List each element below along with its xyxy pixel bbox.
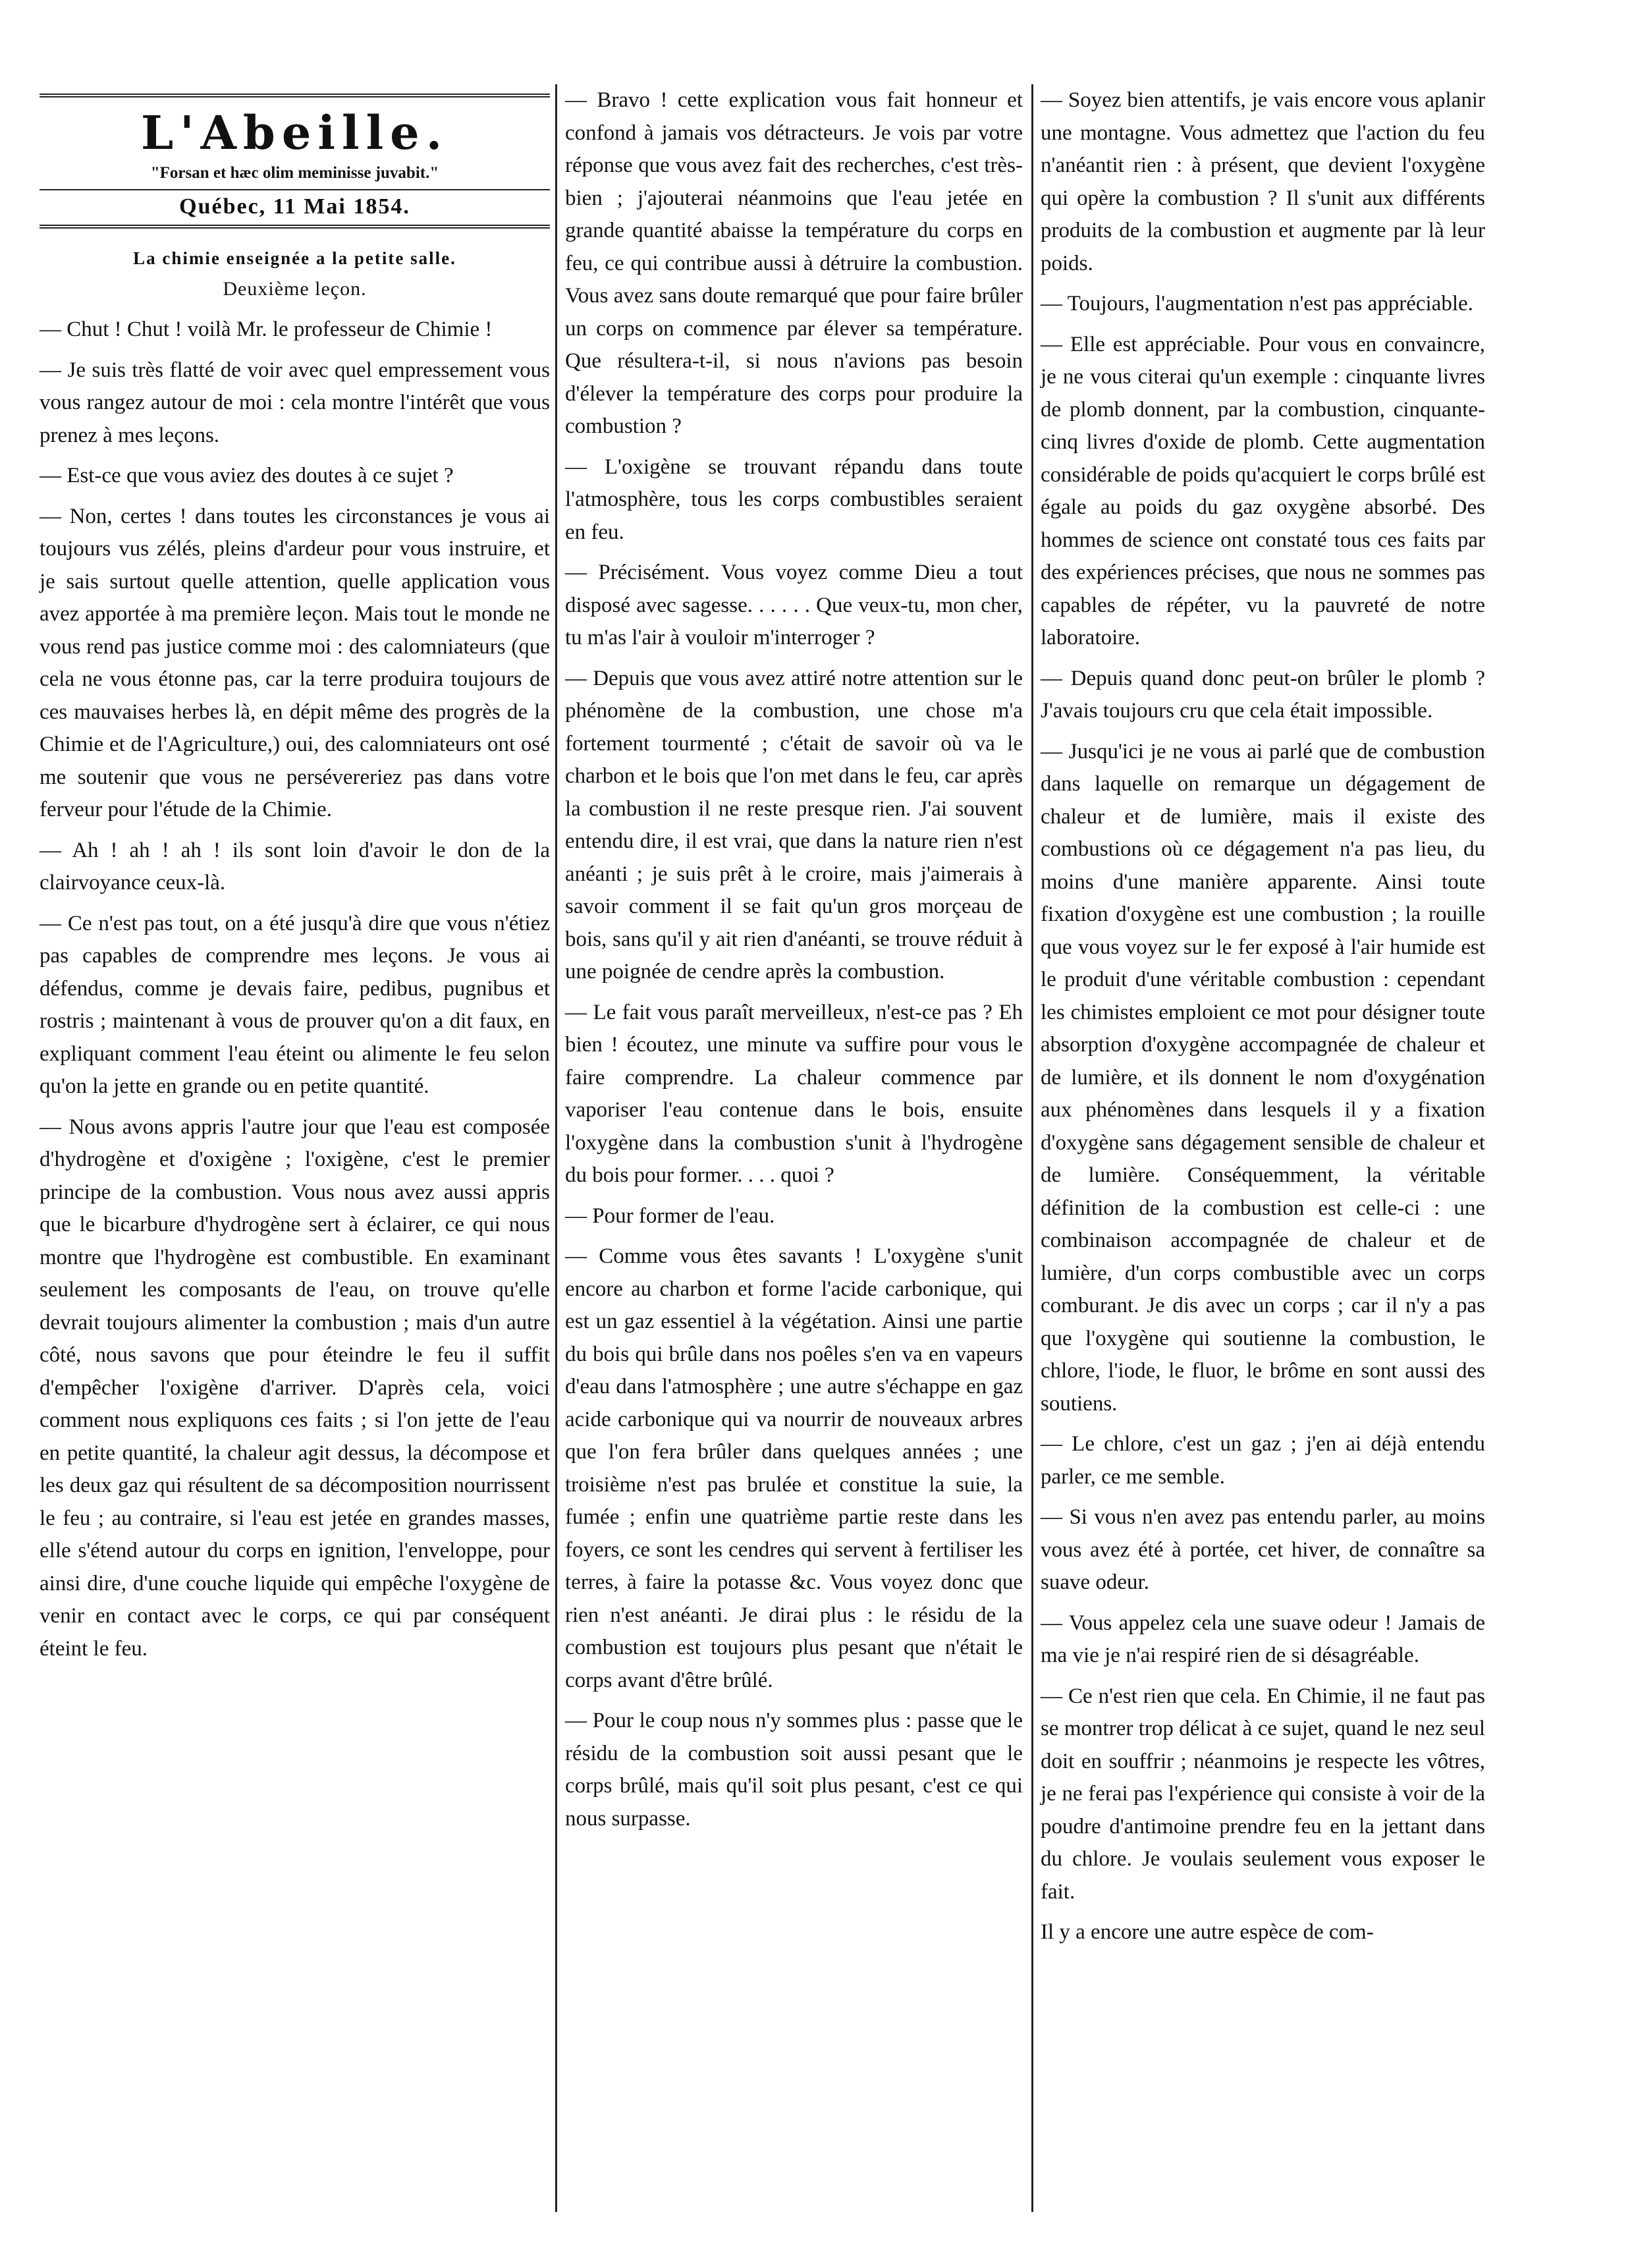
paragraph: — Chut ! Chut ! voilà Mr. le professeur de Chimie ! — [40, 318, 493, 341]
column-rule — [555, 84, 557, 2212]
paragraph: Il y a encore une autre espèce de com- — [1041, 1920, 1374, 1944]
paragraph: — Nous avons appris l'autre jour que l'eau est composée d'hydrogène et d'oxigène ; l'oxigène, c'est le premier principe de la combustion. Vous nous avez aussi appris que le bicarbure d'hydrogène sert à éclairer, ce qui nous montre que l'hydrogène est combustible. En examinant seulement les composants de l'eau, on trouve qu'elle devrait toujours alimenter la combustion ; mais d'un autre côté, nous savons que pour éteindre le feu il suffit d'empêcher l'oxigène d'arriver. D'après cela, voici comment nous expliquons ces faits ; si l'on jette de l'eau en petite quantité, la chaleur agit dessus, la décompose et les deux gaz qui résultent de sa décomposition nourrissent le feu ; au contraire, si l'eau est jetée en grandes masses, elle s'étend autour du corps en ignition, l'enveloppe, pour ainsi dire, d'une couche liquide qui empêche l'oxygène de venir en contact avec le corps, ce qui par conséquent éteint le feu. — [40, 1115, 550, 1661]
paragraph: — Non, certes ! dans toutes les circonstances je vous ai toujours vus zélés, pleins d'ardeur pour vous instruire, et je sais surtout quelle attention, quelle application vous avez apportée à ma première leçon. Mais tout le monde ne vous rend pas justice comme moi : des calomniateurs (que cela ne vous étonne pas, car la terre produira toujours de ces mauvaises herbes là, en dépit même des progrès de la Chimie et de l'Agriculture,) oui, des calomniateurs ont osé me soutenir que vous ne persévereriez pas dans votre ferveur pour l'étude de la Chimie. — [40, 504, 550, 821]
paragraph: — L'oxigène se trouvant répandu dans toute l'atmosphère, tous les corps combustibles seraient en feu. — [565, 455, 1023, 544]
paragraph: — Je suis très flatté de voir avec quel empressement vous vous rangez autour de moi : cela montre l'intérêt que vous prenez à mes leçons. — [40, 358, 550, 447]
paragraph: — Est-ce que vous aviez des doutes à ce sujet ? — [40, 464, 454, 487]
paragraph: — Ah ! ah ! ah ! ils sont loin d'avoir le don de la clairvoyance ceux-là. — [40, 838, 550, 895]
paragraph: — Toujours, l'augmentation n'est pas appréciable. — [1041, 292, 1473, 316]
thin-rule — [40, 189, 550, 190]
article-subheading: Deuxième leçon. — [223, 278, 367, 300]
paragraph: — Le fait vous paraît merveilleux, n'est-ce pas ? Eh bien ! écoutez, une minute va suffire pour vous le faire comprendre. La chaleur commence par vaporiser l'eau contenue dans le bois, ensuite l'oxygène dans la combustion s'unit à l'hydrogène du bois pour former. . . . quoi ? — [565, 1000, 1023, 1187]
paragraph: — Comme vous êtes savants ! L'oxygène s'unit encore au charbon et forme l'acide carbonique, qui est un gaz essentiel à la végétation. Ainsi une partie du bois qui brûle dans nos poêles s'en va en vapeurs d'eau dans l'atmosphère ; une autre s'échappe en gaz acide carbonique qui va nourrir de nouveaux arbres que l'on fera brûler dans quelques années ; une troisième n'est pas brulée et constitue la suie, la fumée ; enfin une quatrième partie reste dans les foyers, ce sont les cendres qui servent à fertiliser les terres, à faire la potasse &c. Vous voyez donc que rien n'est anéanti. Je dirai plus : le résidu de la combustion est toujours plus pesant que n'était le corps avant d'être brûlé. — [565, 1244, 1023, 1692]
paragraph: — Pour le coup nous n'y sommes plus : passe que le résidu de la combustion soit aussi pesant que le corps brûlé, mais qu'il soit plus pesant, c'est ce qui nous surpasse. — [565, 1709, 1023, 1831]
paragraph: — Ce n'est pas tout, on a été jusqu'à dire que vous n'étiez pas capables de comprendre mes leçons. Je vous ai défendus, comme je devais faire, pedibus, pugnibus et rostris ; maintenant à vous de prouver qu'on a dit faux, en expliquant comment l'eau éteint ou alimente le feu selon qu'on la jette en grande ou en petite quantité. — [40, 911, 550, 1098]
column-3 — [1041, 84, 1485, 2268]
paragraph: — Si vous n'en avez pas entendu parler, au moins vous avez été à portée, cet hiver, de connaître sa suave odeur. — [1041, 1505, 1485, 1594]
motto: "Forsan et hæc olim meminisse juvabit." — [150, 164, 439, 182]
paragraph: — Elle est appréciable. Pour vous en convaincre, je ne vous citerai qu'un exemple : cinquante livres de plomb donnent, par la combustion, cinquante-cinq livres d'oxide de plomb. Cette augmentation considérable de poids qu'acquiert le corps brûlé est égale au poids du gaz oxygène absorbé. Des hommes de science ont constaté tous ces faits par des expériences précises, que nous ne sommes pas capables de répéter, vu la pauvreté de notre laboratoire. — [1041, 332, 1485, 650]
dateline: Québec, 11 Mai 1854. — [179, 194, 410, 219]
paragraph: — Pour former de l'eau. — [565, 1203, 775, 1228]
paragraph: — Ce n'est rien que cela. En Chimie, il ne faut pas se montrer trop délicat à ce sujet, quand le nez seul doit en souffrir ; néanmoins je respecte les vôtres, je ne ferai pas l'expérience qui consiste à voir de la poudre d'antimoine prendre feu en la jettant dans du chlore. Je voulais seulement vous exposer le fait. — [1041, 1684, 1485, 1904]
article-heading: La chimie enseignée a la petite salle. — [133, 248, 456, 268]
paragraph: — Depuis quand donc peut-on brûler le plomb ? J'avais toujours cru que cela était impossible. — [1041, 666, 1485, 723]
paragraph: — Bravo ! cette explication vous fait honneur et confond à jamais vos détracteurs. Je vois par votre réponse que vous avez fait des recherches, c'est très-bien ; j'ajouterai néanmoins que l'eau jetée en grande quantité abaisse la température du corps en feu, ce qui contribue aussi à détruire la combustion. Vous avez sans doute remarqué que pour faire brûler un corps on commence par élever sa température. Que résultera-t-il, si nous n'avions pas besoin d'élever la température des corps pour produire la combustion ? — [565, 88, 1023, 438]
paragraph: — Depuis que vous avez attiré notre attention sur le phénomène de la combustion, une chose m'a fortement tourmenté ; c'était de savoir où va le charbon et le bois que l'on met dans le feu, car après la combustion il ne reste presque rien. J'ai souvent entendu dire, il est vrai, que dans la nature rien n'est anéanti ; je suis prêt à le croire, mais j'aimerais à savoir comment il se fait qu'un gros morçeau de bois, sans qu'il y ait rien d'anéanti, se trouve réduit à une poignée de cendre après la combustion. — [565, 666, 1023, 983]
masthead — [40, 94, 550, 231]
paragraph: — Le chlore, c'est un gaz ; j'en ai déjà entendu parler, ce me semble. — [1041, 1432, 1485, 1489]
paragraph: — Vous appelez cela une suave odeur ! Jamais de ma vie je n'ai respiré rien de si désagréable. — [1041, 1611, 1485, 1667]
column-1 — [40, 84, 550, 2268]
newspaper-title: L'Abeille. — [140, 105, 449, 160]
paragraph: — Jusqu'ici je ne vous ai parlé que de combustion dans laquelle on remarque un dégagement de chaleur et de lumière, mais il existe des combustions où ce dégagement n'a pas lieu, du moins d'une manière apparente. Ainsi toute fixation d'oxygène est une combustion ; la rouille que vous voyez sur le fer exposé à l'air humide est le produit d'une véritable combustion : cependant les chimistes emploient ce mot pour désigner toute absorption d'oxygène accompagnée de chaleur et de lumière, et ils donnent le nom d'oxygénation aux phénomènes dans lesquels il y a fixation d'oxygène sans dégagement sensible de chaleur et de lumière. Conséquemment, la véritable définition de la combustion est celle-ci : une combinaison accompagnée de chaleur et de lumière, d'un corps combustible avec un corps comburant. Je dis avec un corps ; car il n'y a pas que l'oxygène qui soutienne la combustion, le chlore, l'iode, le fluor, le brôme en sont aussi des soutiens. — [1041, 739, 1485, 1416]
masthead-bottom-rule — [40, 225, 550, 231]
paragraph: — Soyez bien attentifs, je vais encore vous aplanir une montagne. Vous admettez que l'action du feu n'anéantit rien : à présent, que devient l'oxygène qui opère la combustion ? Il s'unit aux différents produits de la combustion et augmente par là leur poids. — [1041, 88, 1485, 275]
column-2 — [565, 84, 1023, 2268]
column-rule — [1031, 84, 1033, 2212]
paragraph: — Précisément. Vous voyez comme Dieu a tout disposé avec sagesse. . . . . . Que veux-tu, mon cher, tu m'as l'air à vouloir m'interroger ? — [565, 561, 1023, 650]
masthead-rule — [40, 94, 550, 100]
